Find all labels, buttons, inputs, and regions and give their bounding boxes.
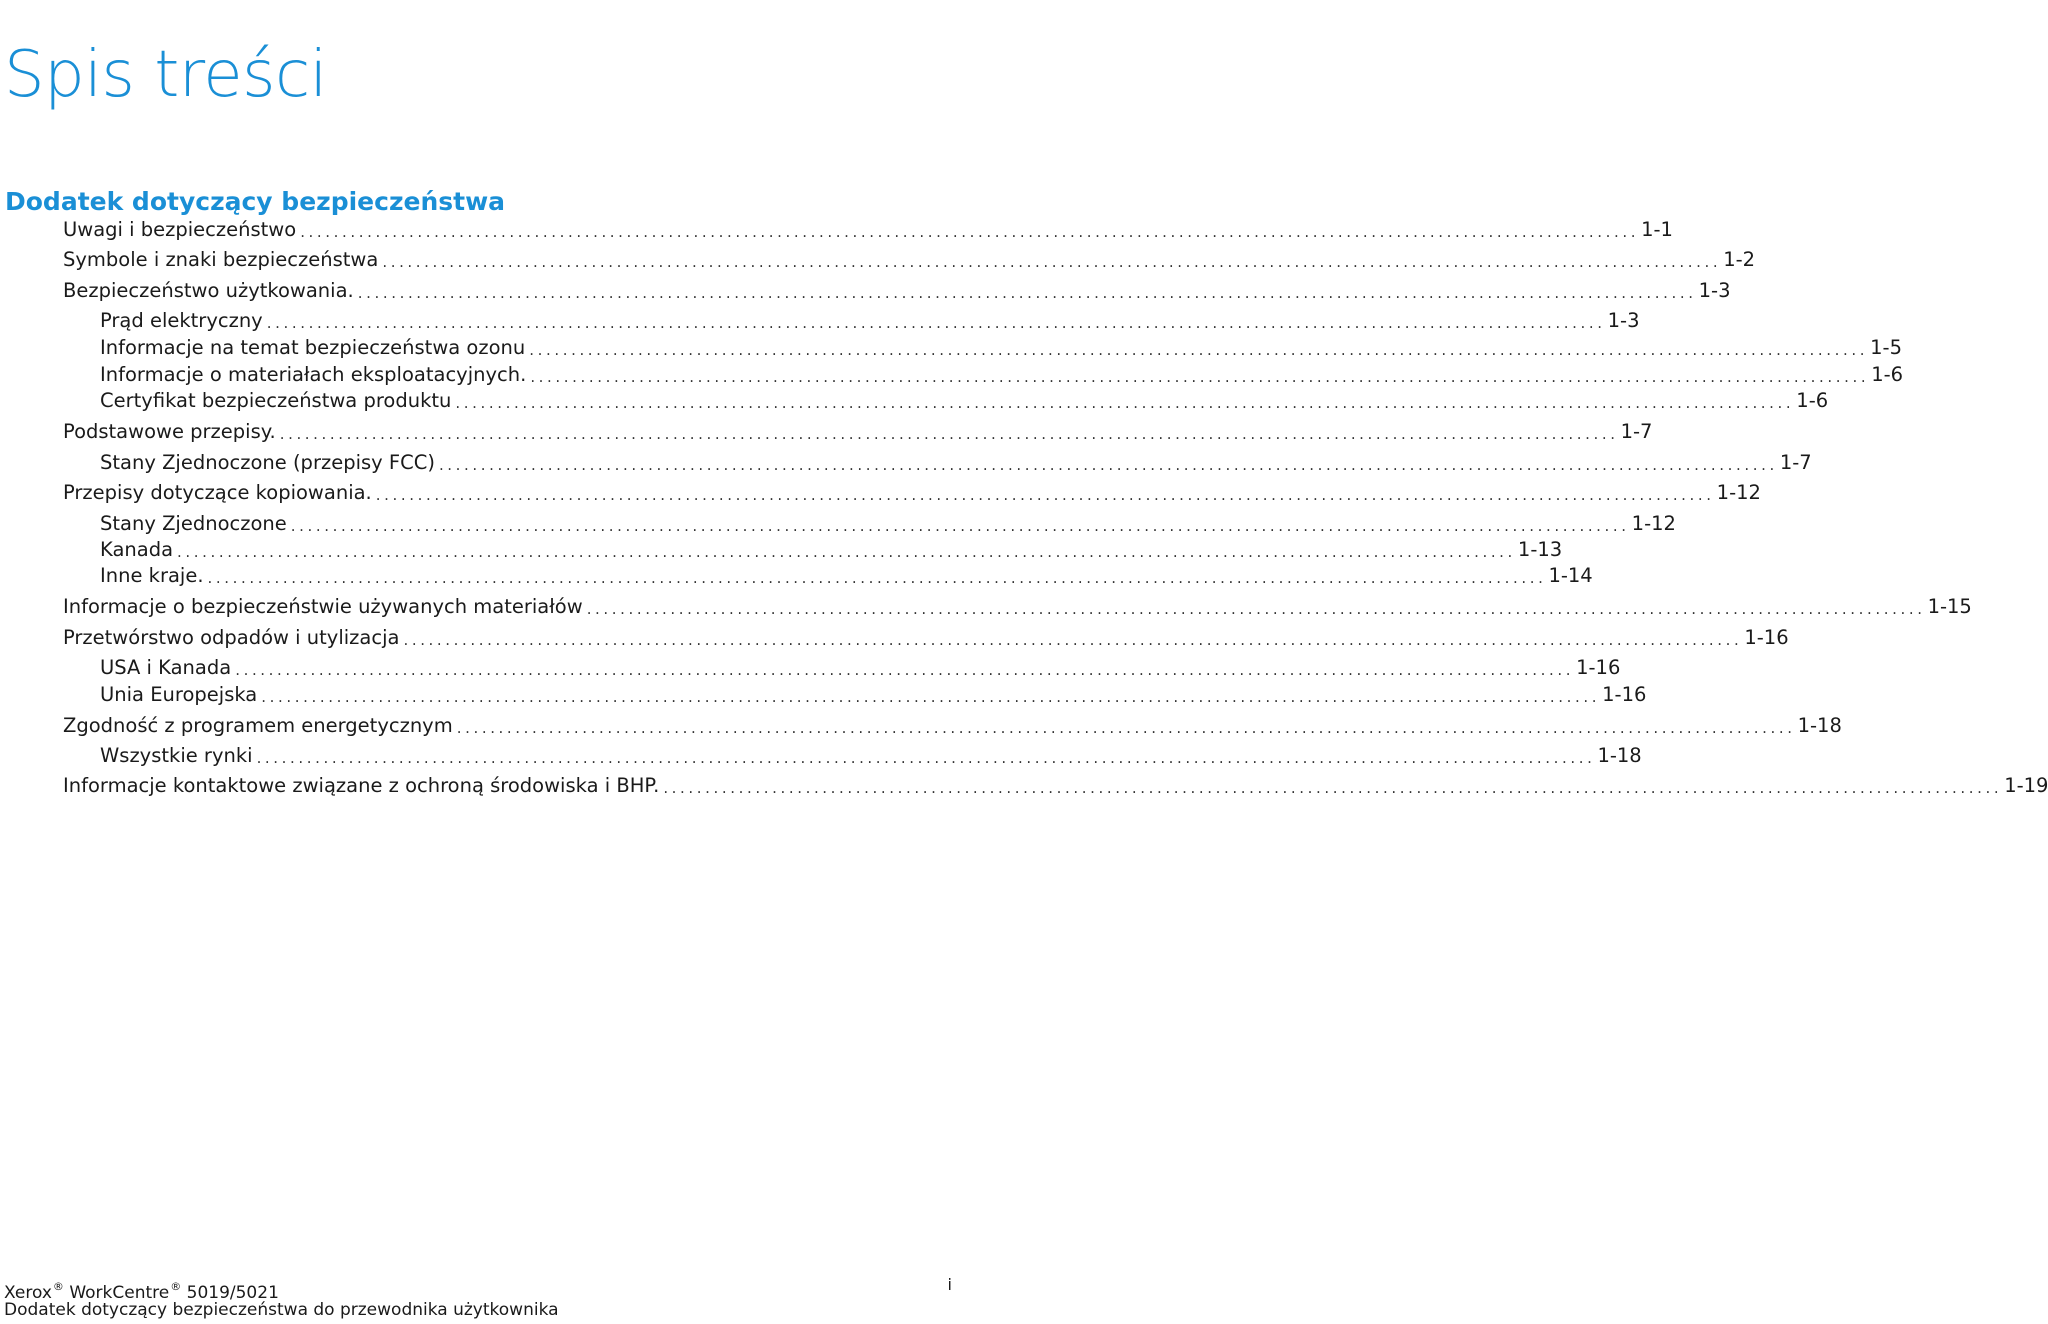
toc-entry[interactable] bbox=[63, 217, 1673, 243]
dot-leader: ................................................................................................................................................................ bbox=[235, 661, 1575, 679]
dot-leader: ................................................................................................................................................................ bbox=[403, 631, 1743, 649]
toc-entry-label: Stany Zjednoczone bbox=[100, 512, 287, 535]
dot-leader: ................................................................................................................................................................ bbox=[530, 368, 1870, 386]
toc-entry-label: Przepisy dotyczące kopiowania. bbox=[63, 481, 372, 504]
toc-entry[interactable] bbox=[100, 655, 1621, 681]
toc-entry-label: Uwagi i bezpieczeństwo bbox=[63, 218, 297, 241]
dot-leader: ................................................................................................................................................................ bbox=[529, 341, 1869, 359]
toc-entry-page: 1-14 bbox=[1548, 564, 1593, 587]
toc-entry-page: 1-16 bbox=[1602, 683, 1647, 706]
dot-leader: ................................................................................................................................................................ bbox=[256, 749, 1596, 767]
dot-leader: ................................................................................................................................................................ bbox=[357, 284, 1697, 302]
dot-leader: ................................................................................................................................................................ bbox=[455, 394, 1795, 412]
dot-leader: ................................................................................................................................................................ bbox=[663, 779, 2003, 797]
footer-model: 5019/5021 bbox=[186, 1283, 279, 1303]
dot-leader: ................................................................................................................................................................ bbox=[375, 486, 1715, 504]
toc-entry[interactable] bbox=[63, 278, 1731, 304]
dot-leader: ................................................................................................................................................................ bbox=[177, 543, 1516, 561]
toc-entry-page: 1-16 bbox=[1744, 626, 1789, 649]
dot-leader: ................................................................................................................................................................ bbox=[382, 253, 1722, 271]
toc-entry-label: Certyfikat bezpieczeństwa produktu bbox=[100, 389, 452, 412]
toc-entry[interactable] bbox=[100, 682, 1647, 708]
registered-mark: ® bbox=[52, 1280, 64, 1293]
toc-entry-page: 1-7 bbox=[1779, 451, 1812, 474]
toc-entry-label: Stany Zjednoczone (przepisy FCC) bbox=[100, 451, 435, 474]
dot-leader: ................................................................................................................................................................ bbox=[207, 569, 1547, 587]
toc-entry[interactable] bbox=[100, 308, 1640, 334]
toc-entry-page: 1-19 bbox=[2004, 774, 2048, 797]
toc-entry-label: Inne kraje. bbox=[100, 564, 204, 587]
toc-entry[interactable] bbox=[100, 537, 1563, 563]
toc-entry-label: USA i Kanada bbox=[100, 656, 232, 679]
toc-entry-page: 1-18 bbox=[1597, 744, 1642, 767]
toc-entry-page: 1-6 bbox=[1796, 389, 1829, 412]
toc-entry[interactable] bbox=[63, 594, 1972, 620]
toc-entry-page: 1-2 bbox=[1723, 248, 1756, 271]
page-title: Spis treści bbox=[4, 37, 327, 112]
toc-entry-page: 1-18 bbox=[1797, 714, 1842, 737]
toc-entry[interactable] bbox=[100, 450, 1812, 476]
toc-entry[interactable] bbox=[100, 511, 1676, 537]
toc-entry-label: Informacje na temat bezpieczeństwa ozonu bbox=[100, 336, 526, 359]
toc-entry-label: Kanada bbox=[100, 538, 174, 561]
toc-entry-label: Zgodność z programem energetycznym bbox=[63, 714, 453, 737]
toc-entry-label: Wszystkie rynki bbox=[100, 744, 253, 767]
toc-entry-label: Informacje kontaktowe związane z ochroną środowiska i BHP. bbox=[63, 774, 660, 797]
toc-entry[interactable] bbox=[63, 480, 1761, 506]
toc-entry-page: 1-7 bbox=[1620, 420, 1653, 443]
footer-page-number: i bbox=[947, 1275, 952, 1294]
toc-entry[interactable] bbox=[100, 563, 1593, 589]
dot-leader: ................................................................................................................................................................ bbox=[279, 425, 1619, 443]
toc-entry[interactable] bbox=[63, 773, 2048, 799]
toc-entry-page: 1-12 bbox=[1631, 512, 1676, 535]
toc-entry[interactable] bbox=[63, 713, 1842, 739]
toc-entry-page: 1-3 bbox=[1698, 279, 1731, 302]
toc-entry-label: Informacje o bezpieczeństwie używanych materiałów bbox=[63, 595, 583, 618]
registered-mark: ® bbox=[170, 1280, 182, 1293]
section-title: Dodatek dotyczący bezpieczeństwa bbox=[5, 186, 506, 216]
dot-leader: ................................................................................................................................................................ bbox=[456, 719, 1796, 737]
toc-entry-label: Informacje o materiałach eksploatacyjnych. bbox=[100, 363, 527, 386]
dot-leader: ................................................................................................................................................................ bbox=[261, 688, 1601, 706]
toc-entry[interactable] bbox=[100, 388, 1829, 414]
toc-entry-label: Unia Europejska bbox=[100, 683, 258, 706]
toc-entry-page: 1-15 bbox=[1927, 595, 1972, 618]
toc-entry[interactable] bbox=[63, 247, 1756, 273]
toc-entry-page: 1-6 bbox=[1871, 363, 1904, 386]
toc-entry[interactable] bbox=[100, 335, 1902, 361]
toc-entry-page: 1-13 bbox=[1517, 538, 1563, 561]
toc-entry-label: Przetwórstwo odpadów i utylizacja bbox=[63, 626, 400, 649]
footer-product: WorkCentre bbox=[69, 1283, 170, 1303]
footer-subtitle: Dodatek dotyczący bezpieczeństwa do przewodnika użytkownika bbox=[4, 1300, 559, 1320]
toc-entry-page: 1-3 bbox=[1607, 309, 1640, 332]
toc-entry[interactable] bbox=[100, 362, 1904, 388]
toc-entry-label: Symbole i znaki bezpieczeństwa bbox=[63, 248, 379, 271]
dot-leader: ................................................................................................................................................................ bbox=[438, 456, 1778, 474]
toc-entry[interactable] bbox=[63, 419, 1653, 445]
dot-leader: ................................................................................................................................................................ bbox=[586, 600, 1926, 618]
dot-leader: ................................................................................................................................................................ bbox=[266, 314, 1606, 332]
toc-entry-page: 1-12 bbox=[1716, 481, 1761, 504]
toc-entry-label: Prąd elektryczny bbox=[100, 309, 263, 332]
toc-entry[interactable] bbox=[100, 743, 1642, 769]
toc-entry-page: 1-16 bbox=[1576, 656, 1621, 679]
toc-entry-page: 1-5 bbox=[1870, 336, 1902, 359]
toc-entry-label: Podstawowe przepisy. bbox=[63, 420, 276, 443]
toc-entry[interactable] bbox=[63, 625, 1789, 651]
toc-entry-label: Bezpieczeństwo użytkowania. bbox=[63, 279, 354, 302]
footer-brand: Xerox bbox=[4, 1283, 52, 1303]
dot-leader: ................................................................................................................................................................ bbox=[290, 517, 1630, 535]
dot-leader: ................................................................................................................................................................ bbox=[300, 223, 1640, 241]
toc-entry-page: 1-1 bbox=[1641, 218, 1673, 241]
